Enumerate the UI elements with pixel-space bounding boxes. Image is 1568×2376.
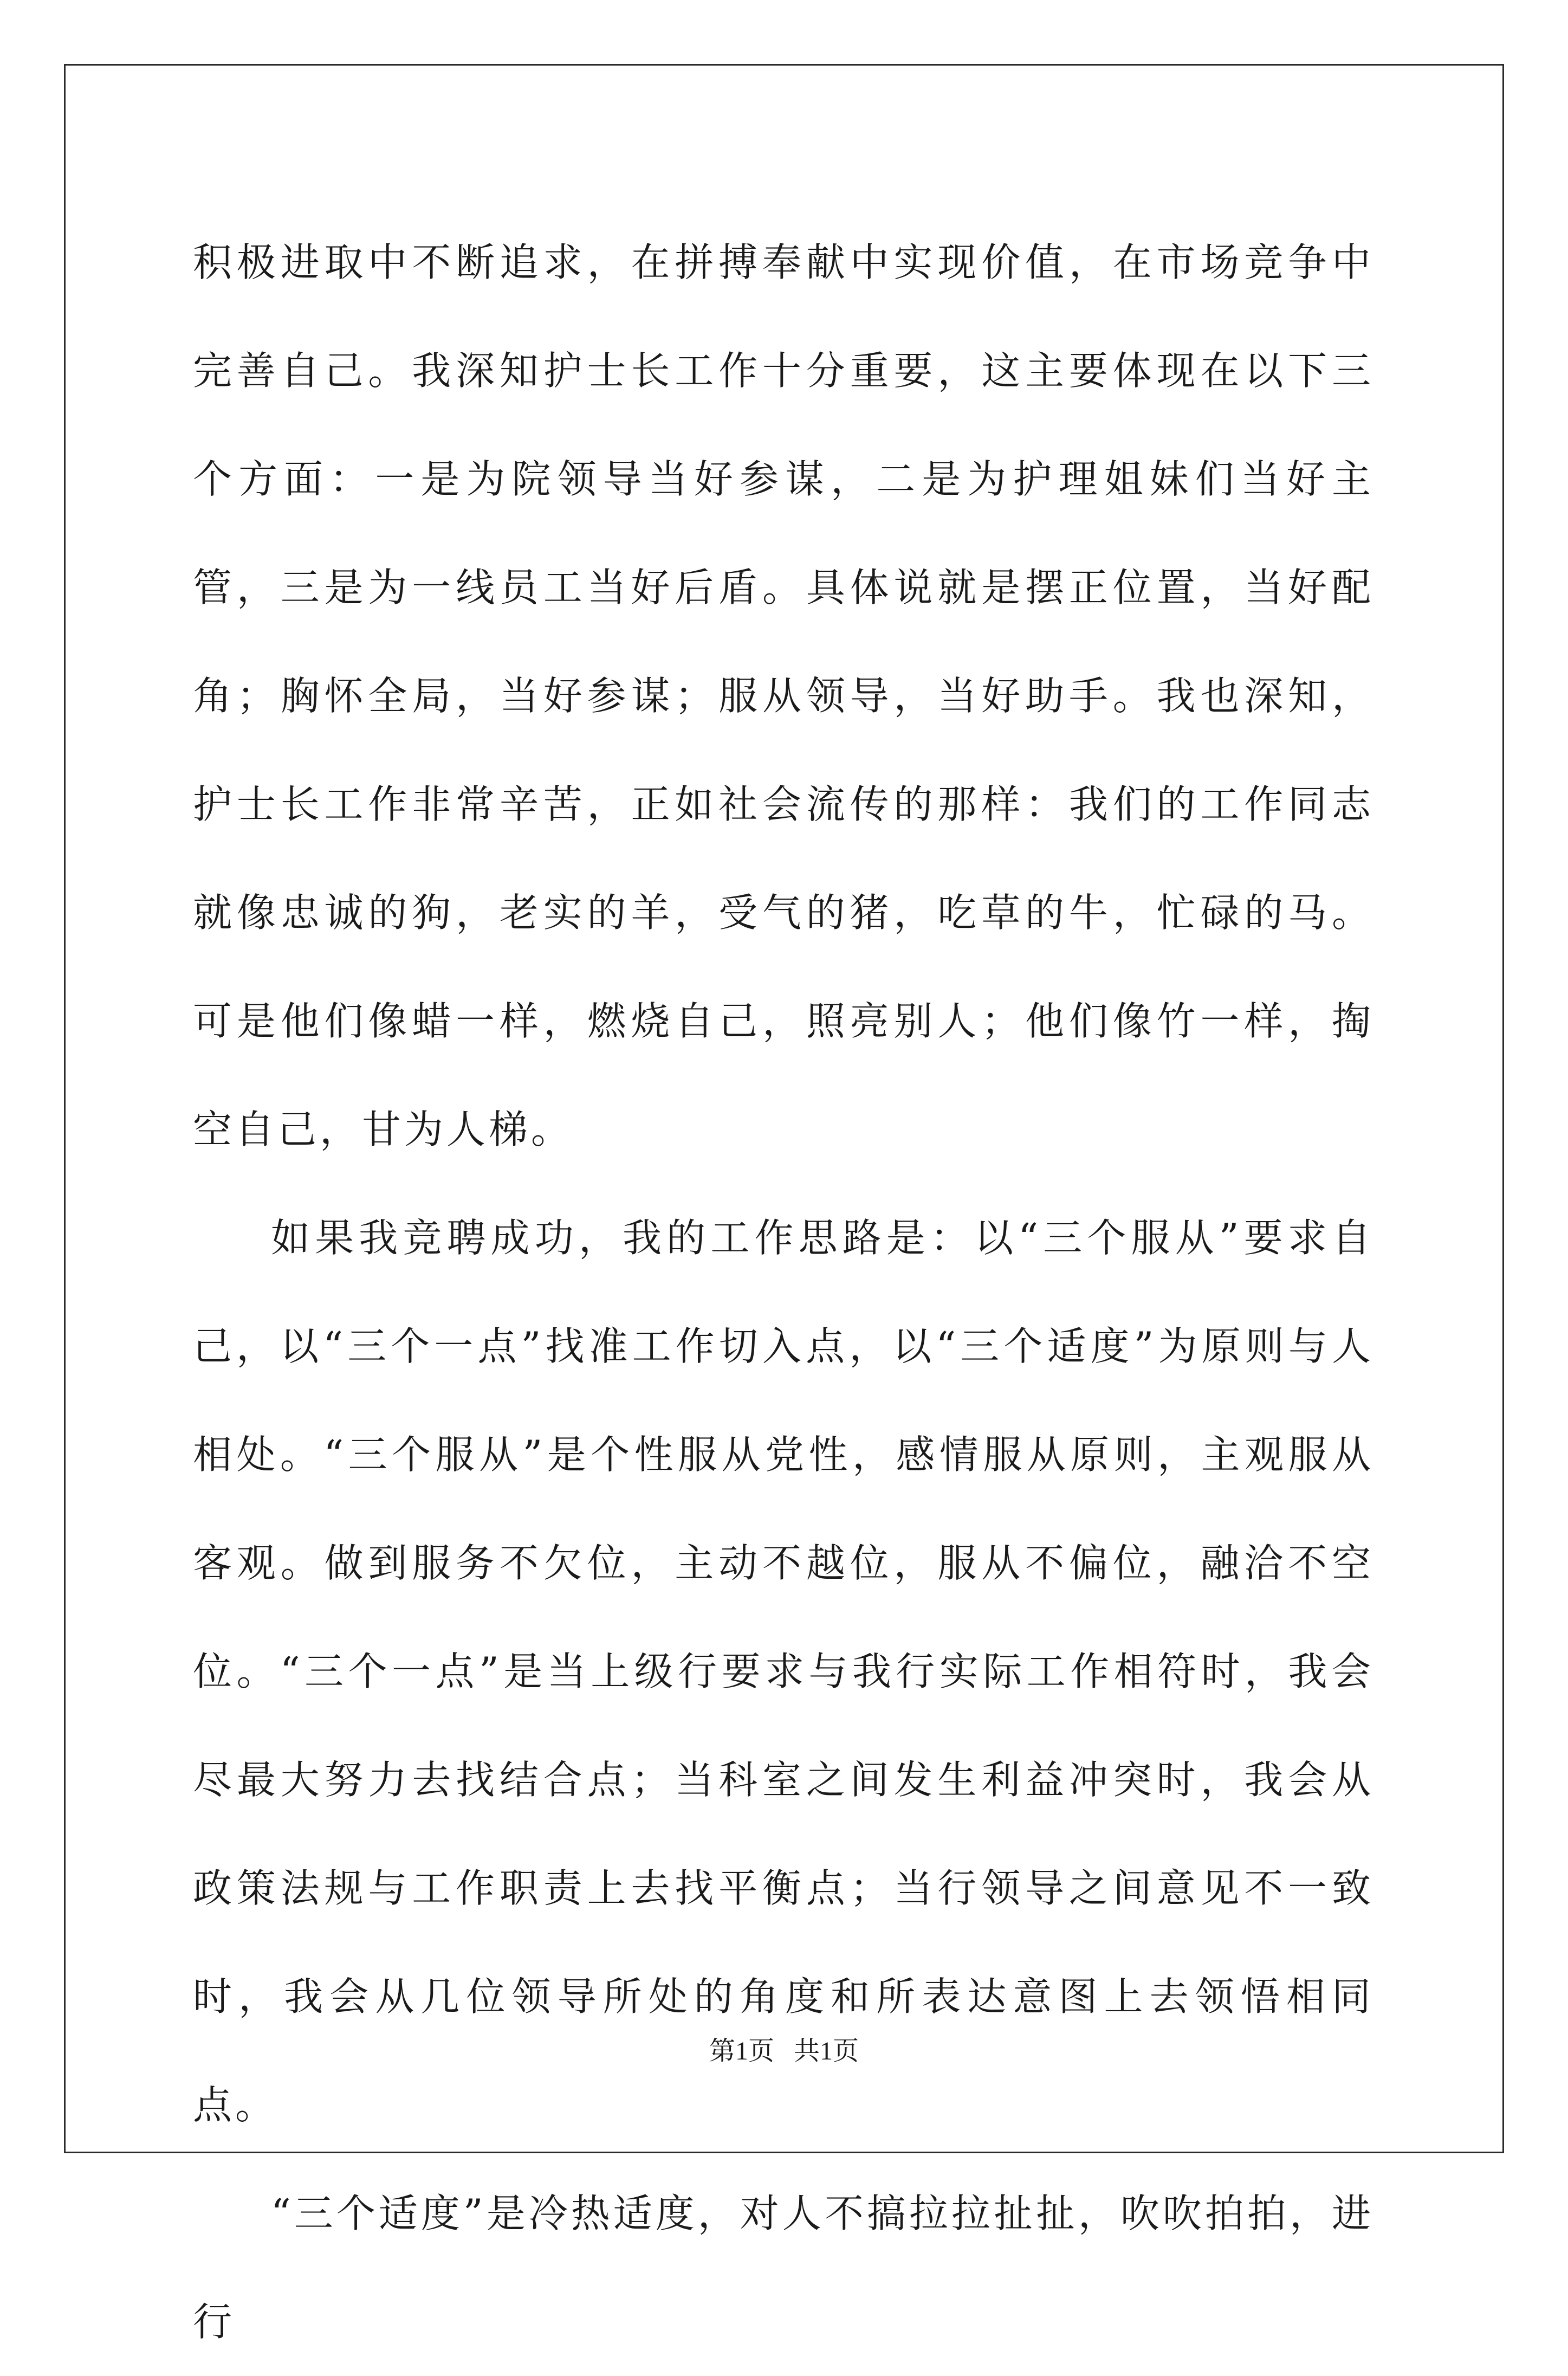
- page-footer: 第1页 共1页: [709, 2037, 859, 2065]
- paragraph-2: 如果我竞聘成功，我的工作思路是：以“三个服从”要求自己，以“三个一点”找准工作切入点，以“三个适度”为原则与人相处。“三个服从”是个性服从党性，感情服从原则，主观服从客观。做到服务不欠位，主动不越位，服从不偏位，融洽不空位。“三个一点”是当上级行要求与我行实际工作相符时，我会尽最大努力去找结合点；当科室之间发生利益冲突时，我会从政策法规与工作职责上去找平衡点；当行领导之间意见不一致时，我会从几位领导所处的角度和所表达意图上去领悟相同点。: [193, 1215, 1374, 2128]
- paragraph-3: “三个适度”是冷热适度，对人不搞拉拉扯扯，吹吹拍拍，进行: [193, 2191, 1374, 2345]
- paragraph-1: 积极进取中不断追求，在拼搏奉献中实现价值，在市场竞争中完善自己。我深知护士长工作十分重要，这主要体现在以下三个方面：一是为院领导当好参谋，二是为护理姐妹们当好主管，三是为一线员工当好后盾。具体说就是摆正位置，当好配角；胸怀全局，当好参谋；服从领导，当好助手。我也深知，护士长工作非常辛苦，正如社会流传的那样：我们的工作同志就像忠诚的狗，老实的羊，受气的猪，吃草的牛，忙碌的马。可是他们像蜡一样，燃烧自己，照亮别人；他们像竹一样，掏空自己，甘为人梯。: [193, 240, 1374, 1152]
